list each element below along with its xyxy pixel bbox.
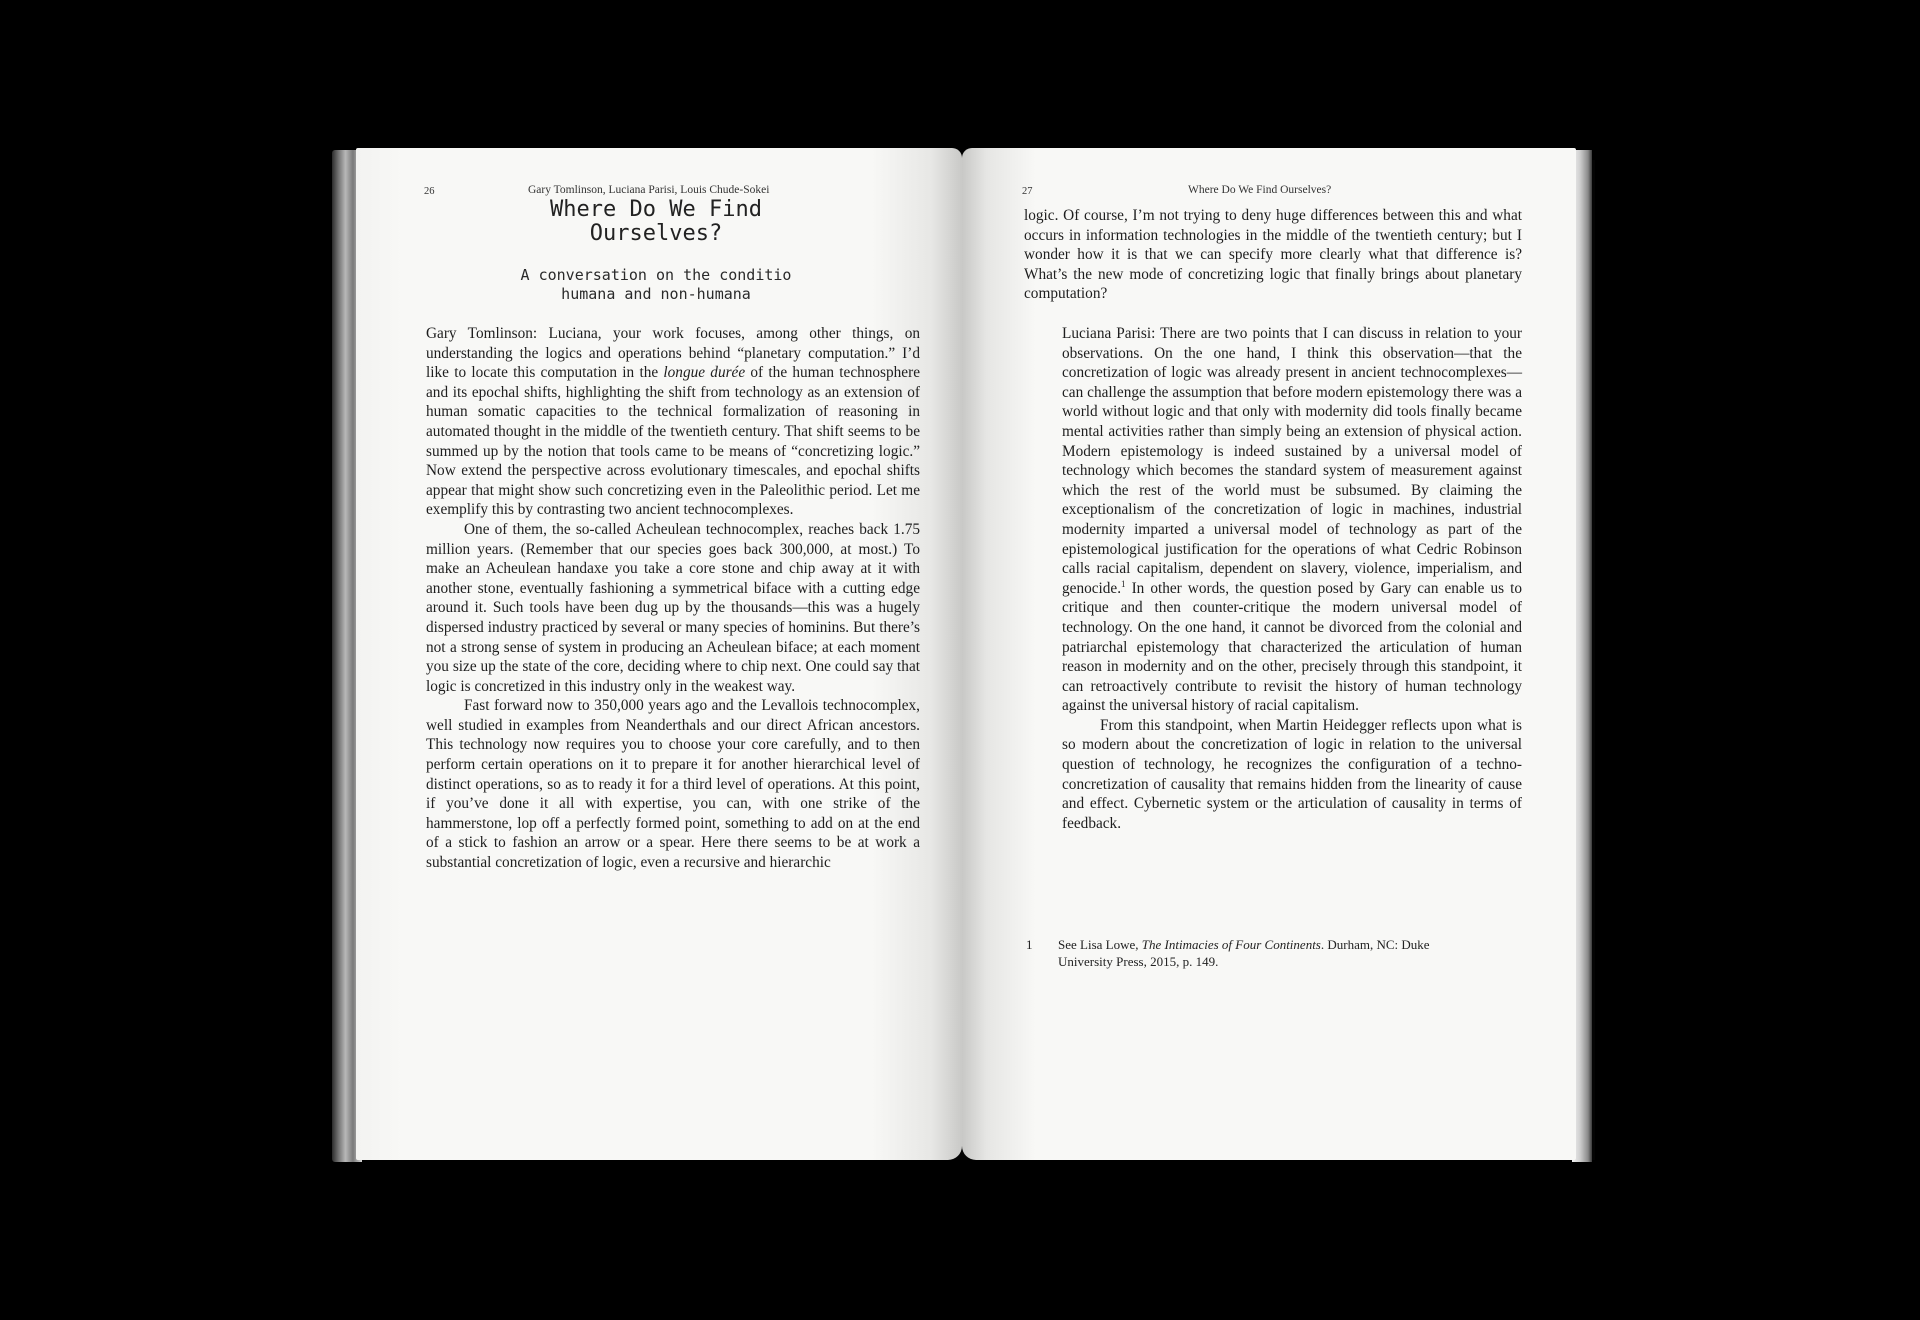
paragraph-continuation: logic. Of course, I’m not trying to deny huge differences between this and what occurs in information technologies in the middle of the twentieth century; but I wonder how it is that we can specify more clearly what that difference is? What’s the new mode of concretizing logic that finally brings about planetary computation? [1024, 207, 1522, 303]
footnote-text-part: See Lisa Lowe, [1058, 937, 1142, 952]
italic-term: longue durée [663, 364, 746, 382]
paragraph-text: of the human technosphere and its epochal shifts, highlighting the shift from technology as an extension of human somatic capacities to the technical formalization of reasoning in automated thought in the middle of the twentieth century. That shift seems to be summed up by the notion that tools came to be means of “concretizing logic.” Now extend the perspective across evolutionary timescales, and epochal shifts appear that might show such concretizing even in the Paleolithic period. Let me exemplify this by contrasting two ancient technocomplexes. [426, 364, 920, 519]
paragraph-text: Gary Tomlinson: Luciana, your work focuses, among other things, on understanding the logics and operations behind “planetary computation.” I’d like to locate this computation in the [426, 325, 920, 382]
left-folio: 26 [424, 186, 435, 197]
left-body-text [426, 324, 920, 873]
chapter-subtitle-line-1: A conversation on the conditio [520, 266, 792, 284]
chapter-subtitle [426, 266, 886, 304]
left-page [356, 148, 962, 1160]
footnote-number: 1 [1026, 937, 1033, 952]
paragraph-tomlinson-intro [426, 324, 920, 520]
chapter-title-line-2: Ourselves? [589, 221, 723, 246]
right-page [962, 148, 1576, 1160]
footnote [1026, 936, 1526, 976]
footnote-reference: 1 [1121, 578, 1126, 589]
footnote-text [1058, 936, 1478, 970]
right-body-indented [1062, 324, 1522, 833]
right-body-continuation [1024, 206, 1522, 304]
chapter-title [426, 198, 886, 246]
paragraph-text: Luciana Parisi: There are two points that I can discuss in relation to your observations. On the one hand, I think this observation—that the concretization of logic was already present in ancient technocomplexes—can challenge the assumption that before modern epistemology there was a world without logic and that only with modernity did tools finally became mental activities rather than simply being an extension of physical action. Modern epistemology is indeed sustained by a universal model of technology which becomes the standard system of measurement against which the rest of the world must be subsumed. By claiming the exceptionalism of the concretization of logic in machines, industrial modernity imparted a universal model of technology as part of the epistemological justification for the operations of what Cedric Robinson calls racial capitalism, dependent on slavery, violence, imperialism, and genocide. [1062, 325, 1522, 597]
paragraph-parisi [1062, 324, 1522, 716]
footnote-book-title: The Intimacies of Four Continents [1141, 937, 1321, 952]
paragraph-text: In other words, the question posed by Gary can enable us to critique and then counter-critique the modern universal model of technology. On the one hand, it cannot be divorced from the colonial and patriarchal epistemology that characterized the articulation of human reason in modernity and on the other, precisely through this standpoint, it can retroactively contribute to revisit the history of human technology against the universal history of racial capitalism. [1062, 579, 1522, 715]
footnote-text-part: . Durham, NC: Duke University Press, 2015, p. 149. [1058, 937, 1430, 969]
paragraph-levallois: Fast forward now to 350,000 years ago and the Levallois technocomplex, well studied in examples from Neanderthals and our direct African ancestors. This technology now requires you to choose your core carefully, and to then perform certain operations on it to prepare it for another hierarchical level of distinct operations, so as to ready it for a third level of operations. At this point, if you’ve done it all with expertise, you can, with one strike of the hammerstone, lop off a perfectly formed point, something to add on at the end of a stick to fashion an arrow or a spear. Here there seems to be at work a substantial concretization of logic, even a recursive and hierarchic [426, 697, 920, 872]
right-running-head: Where Do We Find Ourselves? [1188, 184, 1332, 196]
right-folio: 27 [1022, 186, 1033, 197]
left-running-head: Gary Tomlinson, Luciana Parisi, Louis Chude-Sokei [528, 184, 770, 196]
paragraph-acheulean: One of them, the so-called Acheulean technocomplex, reaches back 1.75 million years. (Remember that our species goes back 300,000, at most.) To make an Acheulean handaxe you take a core stone and chip away at it with another stone, eventually fashioning a symmetrical biface with a cutting edge around it. Such tools have been dug up by the thousands—this was a hugely dispersed industry practiced by several or many species of hominins. But there’s not a strong sense of system in producing an Acheulean biface; at each moment you size up the state of the core, deciding where to chip next. One could say that logic is concretized in this industry only in the weakest way. [426, 520, 920, 695]
chapter-title-line-1: Where Do We Find [550, 197, 762, 222]
paragraph-heidegger: From this standpoint, when Martin Heidegger reflects upon what is so modern about the concretization of logic in relation to the universal question of technology, he recognizes the configuration of a techno-concretization of causality that remains hidden from the linearity of cause and effect. Cybernetic system or the articulation of causality in terms of feedback. [1062, 716, 1522, 832]
chapter-subtitle-line-2: humana and non-humana [561, 285, 751, 303]
